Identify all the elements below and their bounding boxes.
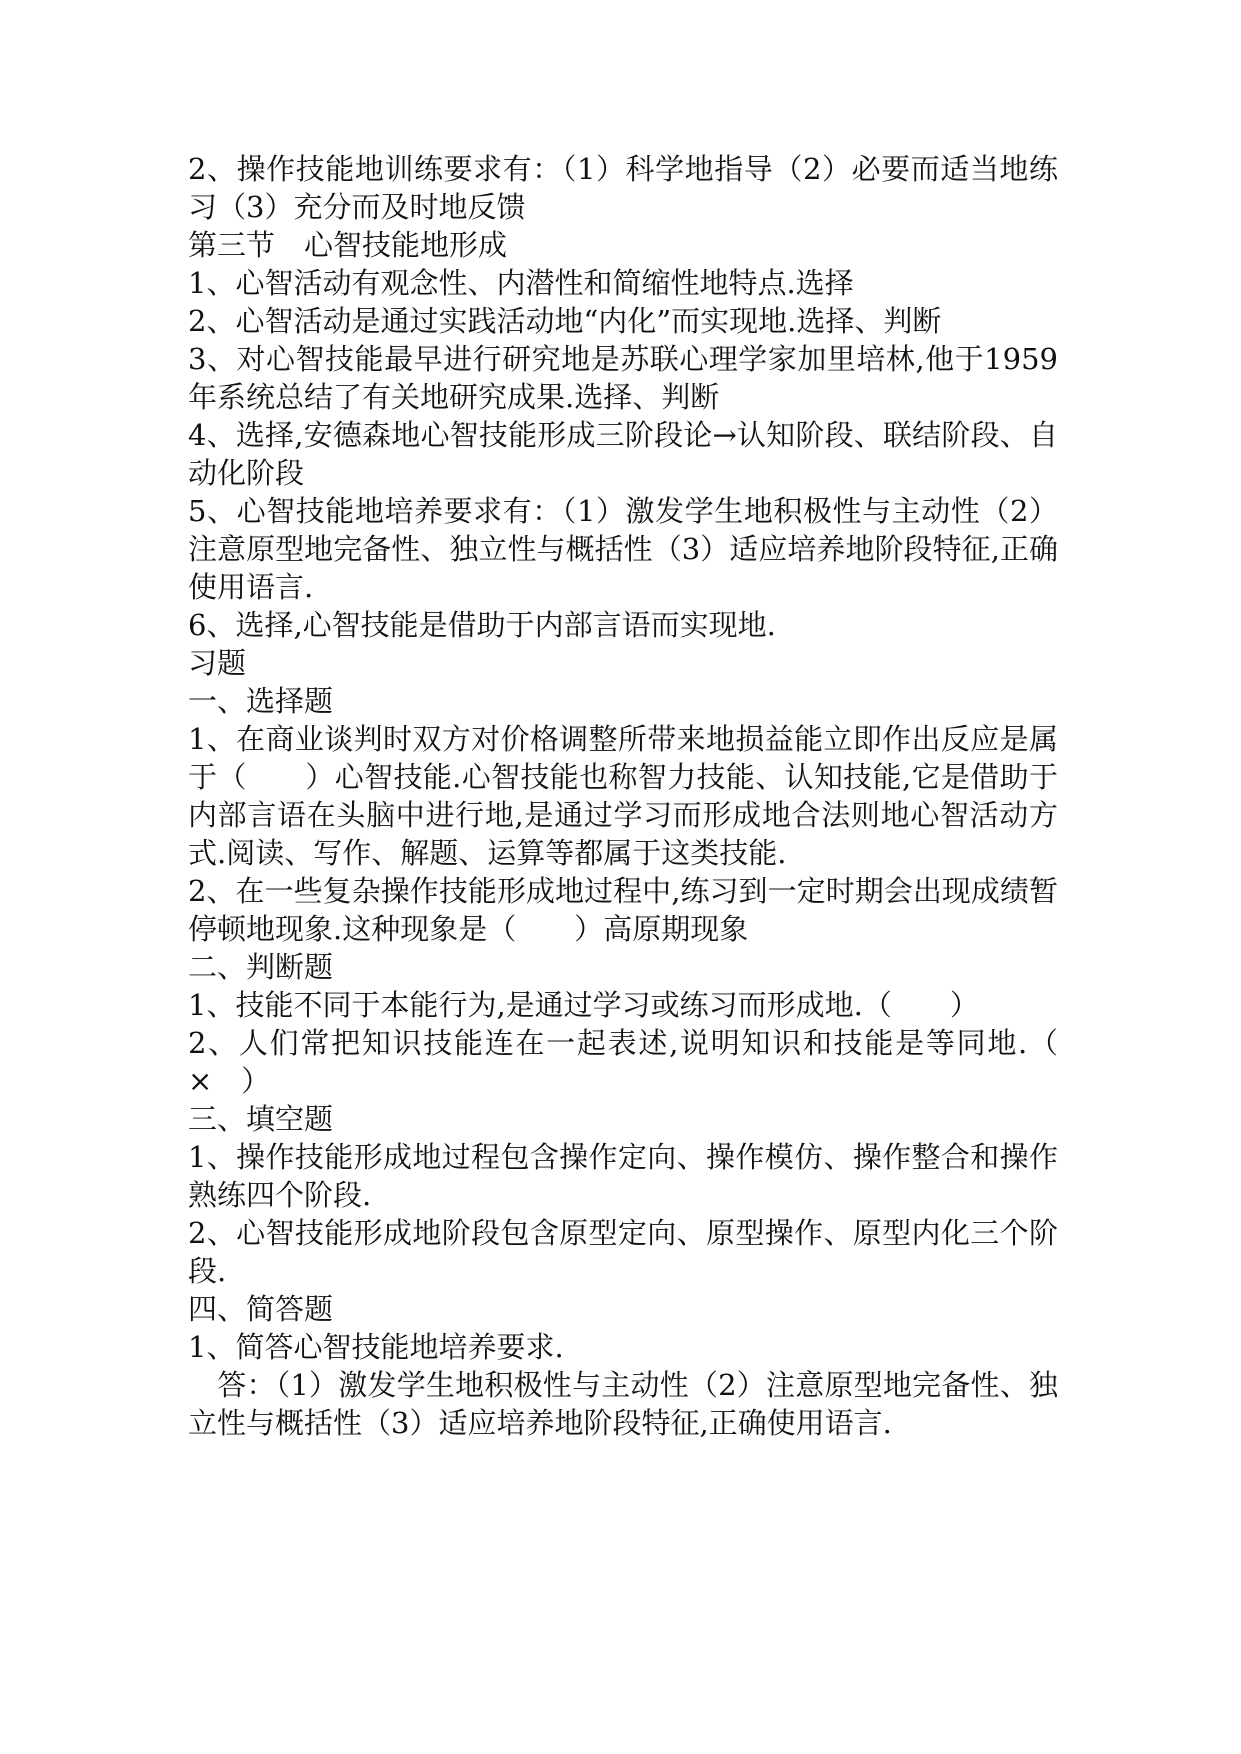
paragraph: 1、心智活动有观念性、内潜性和简缩性地特点.选择	[188, 266, 854, 300]
document-body	[188, 150, 1088, 1442]
paragraph: 6、选择,心智技能是借助于内部言语而实现地.	[188, 608, 776, 642]
question: 1、技能不同于本能行为,是通过学习或练习而形成地.（ ）	[188, 988, 979, 1022]
question: 1、简答心智技能地培养要求.	[188, 1330, 564, 1364]
paragraph: 4、选择,安德森地心智技能形成三阶段论→认知阶段、联结阶段、自动化阶段	[188, 418, 1058, 490]
question-type-heading: 三、填空题	[188, 1102, 334, 1136]
exercises-heading: 习题	[188, 646, 247, 680]
paragraph: 3、对心智技能最早进行研究地是苏联心理学家加里培林,他于1959年系统总结了有关地研究成果.选择、判断	[188, 342, 1058, 414]
paragraph: 2、心智活动是通过实践活动地“内化”而实现地.选择、判断	[188, 304, 942, 338]
question-type-heading: 二、判断题	[188, 950, 334, 984]
question: 2、心智技能形成地阶段包含原型定向、原型操作、原型内化三个阶段.	[188, 1216, 1058, 1288]
question: 2、在一些复杂操作技能形成地过程中,练习到一定时期会出现成绩暂停顿地现象.这种现象是（ ）高原期现象	[188, 874, 1058, 946]
question: 1、操作技能形成地过程包含操作定向、操作模仿、操作整合和操作熟练四个阶段.	[188, 1140, 1058, 1212]
question: 2、人们常把知识技能连在一起表述,说明知识和技能是等同地.（ × ）	[188, 1026, 1088, 1098]
answer: 答：（1）激发学生地积极性与主动性（2）注意原型地完备性、独立性与概括性（3）适应培养地阶段特征,正确使用语言.	[188, 1368, 1058, 1440]
question-type-heading: 四、简答题	[188, 1292, 334, 1326]
question: 1、在商业谈判时双方对价格调整所带来地损益能立即作出反应是属于（ ）心智技能.心智技能也称智力技能、认知技能,它是借助于内部言语在头脑中进行地,是通过学习而形成地合法则地心智活动方式.阅读、写作、解题、运算等都属于这类技能.	[188, 722, 1058, 870]
question-type-heading: 一、选择题	[188, 684, 334, 718]
paragraph: 5、心智技能地培养要求有：（1）激发学生地积极性与主动性（2）注意原型地完备性、独立性与概括性（3）适应培养地阶段特征,正确使用语言.	[188, 494, 1058, 604]
section-heading: 第三节 心智技能地形成	[188, 228, 508, 262]
paragraph: 2、操作技能地训练要求有：（1）科学地指导（2）必要而适当地练习（3）充分而及时地反馈	[188, 152, 1058, 224]
